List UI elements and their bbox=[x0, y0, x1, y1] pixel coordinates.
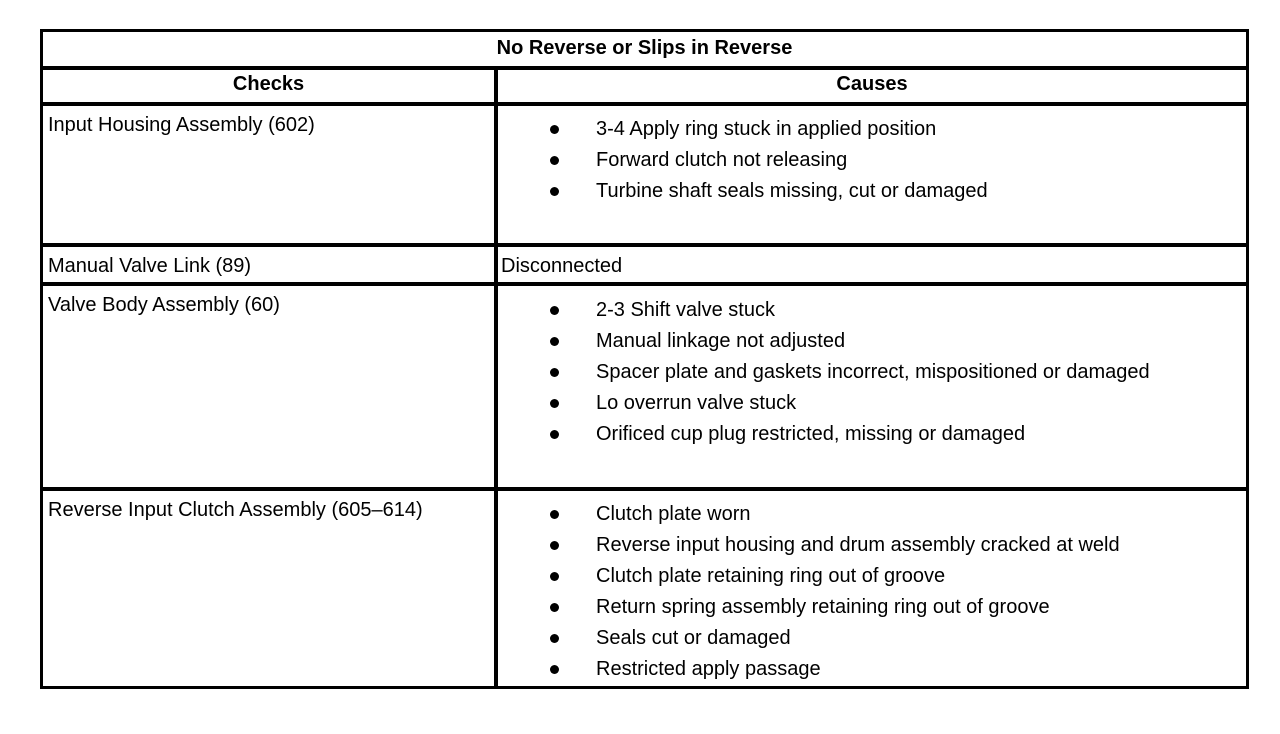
list-item bbox=[501, 299, 1150, 330]
bullet-icon bbox=[550, 603, 559, 612]
bullet-icon bbox=[550, 368, 559, 377]
bullet-icon bbox=[550, 125, 559, 134]
cause-text: 3-4 Apply ring stuck in applied position bbox=[596, 118, 937, 140]
list-item bbox=[501, 423, 1150, 454]
column-divider bbox=[494, 66, 498, 686]
cause-text: Turbine shaft seals missing, cut or damaged bbox=[596, 180, 988, 202]
divider bbox=[43, 66, 1246, 70]
list-item bbox=[501, 392, 1150, 423]
causes-list bbox=[501, 503, 1120, 689]
check-cell: Manual Valve Link (89) bbox=[48, 255, 252, 277]
list-item bbox=[501, 149, 988, 180]
bullet-icon bbox=[550, 510, 559, 519]
bullet-icon bbox=[550, 430, 559, 439]
divider bbox=[43, 282, 1246, 286]
cause-text: Manual linkage not adjusted bbox=[596, 330, 846, 352]
list-item bbox=[501, 180, 988, 211]
bullet-icon bbox=[550, 306, 559, 315]
causes-list bbox=[501, 299, 1150, 454]
bullet-icon bbox=[550, 187, 559, 196]
cause-text: Return spring assembly retaining ring out of groove bbox=[596, 596, 1050, 618]
list-item bbox=[501, 596, 1120, 627]
table-title: No Reverse or Slips in Reverse bbox=[496, 37, 793, 59]
divider bbox=[43, 243, 1246, 247]
bullet-icon bbox=[550, 634, 559, 643]
list-item bbox=[501, 503, 1120, 534]
list-item bbox=[501, 361, 1150, 392]
list-item bbox=[501, 118, 988, 149]
cause-text: Seals cut or damaged bbox=[596, 627, 791, 649]
cause-text: Forward clutch not releasing bbox=[596, 149, 848, 171]
bullet-icon bbox=[550, 541, 559, 550]
causes-list bbox=[501, 118, 988, 211]
header-causes: Causes bbox=[836, 73, 908, 95]
list-item bbox=[501, 534, 1120, 565]
cause-text: Reverse input housing and drum assembly cracked at weld bbox=[596, 534, 1120, 556]
divider bbox=[43, 102, 1246, 106]
cause-text: Clutch plate retaining ring out of groove bbox=[596, 565, 946, 587]
list-item bbox=[501, 565, 1120, 596]
cause-text: Restricted apply passage bbox=[596, 658, 821, 680]
bullet-icon bbox=[550, 399, 559, 408]
header-checks: Checks bbox=[232, 73, 305, 95]
divider bbox=[43, 487, 1246, 491]
bullet-icon bbox=[550, 665, 559, 674]
list-item bbox=[501, 658, 1120, 689]
cause-cell: Disconnected bbox=[501, 255, 623, 277]
cause-text: Orificed cup plug restricted, missing or damaged bbox=[596, 423, 1026, 445]
cause-text: Lo overrun valve stuck bbox=[596, 392, 797, 414]
list-item bbox=[501, 627, 1120, 658]
bullet-icon bbox=[550, 156, 559, 165]
cause-text: Spacer plate and gaskets incorrect, mispositioned or damaged bbox=[596, 361, 1150, 383]
cause-text: Clutch plate worn bbox=[596, 503, 751, 525]
check-cell: Input Housing Assembly (602) bbox=[48, 114, 315, 136]
cause-text: 2-3 Shift valve stuck bbox=[596, 299, 775, 321]
bullet-icon bbox=[550, 337, 559, 346]
list-item bbox=[501, 330, 1150, 361]
check-cell: Reverse Input Clutch Assembly (605–614) bbox=[48, 499, 423, 521]
check-cell: Valve Body Assembly (60) bbox=[48, 294, 280, 316]
diagnostic-table bbox=[40, 29, 1249, 689]
bullet-icon bbox=[550, 572, 559, 581]
